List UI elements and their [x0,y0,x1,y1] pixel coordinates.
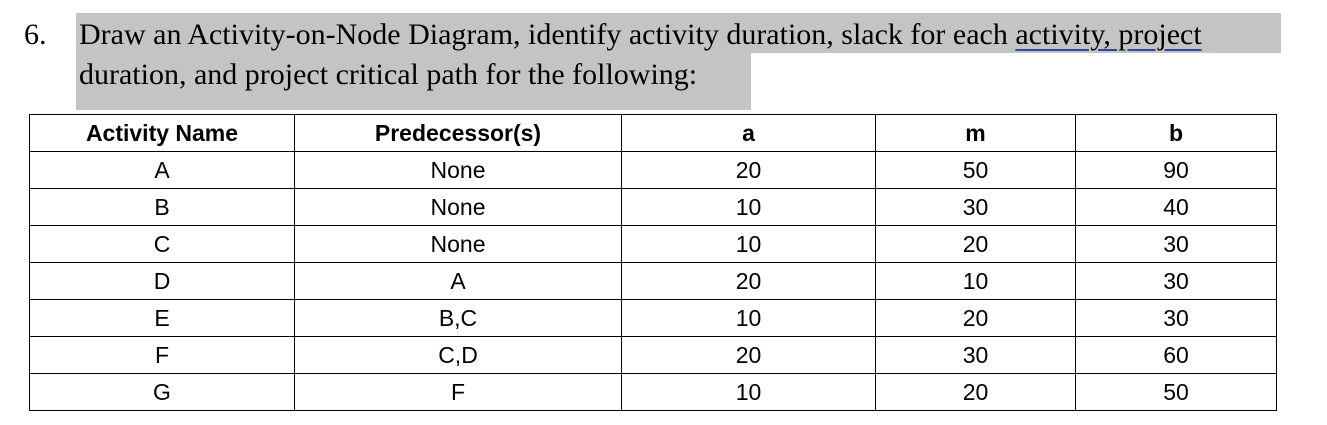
table-row [30,226,1277,263]
activity-table [29,114,1277,411]
question-line-2 [76,53,751,110]
header-b: b [1076,115,1277,152]
cell-b: 30 [1076,300,1277,337]
cell-predecessor: None [295,189,622,226]
header-m: m [876,115,1076,152]
cell-a: 10 [622,374,876,411]
cell-activity: A [30,152,295,189]
cell-b: 50 [1076,374,1277,411]
cell-m: 50 [876,152,1076,189]
cell-b: 60 [1076,337,1277,374]
cell-m: 20 [876,374,1076,411]
cell-a: 20 [622,337,876,374]
cell-m: 30 [876,337,1076,374]
cell-b: 30 [1076,226,1277,263]
table-header-row [30,115,1277,152]
table-row [30,189,1277,226]
cell-activity: B [30,189,295,226]
cell-activity: E [30,300,295,337]
table-row [30,300,1277,337]
question-line-1 [76,13,1281,53]
cell-m: 10 [876,263,1076,300]
table-row [30,152,1277,189]
cell-activity: D [30,263,295,300]
header-a: a [622,115,876,152]
header-activity-name: Activity Name [30,115,295,152]
question-line-2-text: duration, and project critical path for the following: [79,58,698,91]
header-predecessors: Predecessor(s) [295,115,622,152]
cell-predecessor: F [295,374,622,411]
cell-activity: C [30,226,295,263]
question-number: 6. [24,18,47,51]
cell-a: 10 [622,226,876,263]
question-line-1-text: Draw an Activity-on-Node Diagram, identify activity duration, slack for each [79,18,1016,51]
cell-activity: G [30,374,295,411]
cell-predecessor: C,D [295,337,622,374]
question-line-1-underlined: activity, project [1015,18,1202,51]
cell-predecessor: None [295,152,622,189]
cell-a: 10 [622,300,876,337]
cell-a: 20 [622,263,876,300]
cell-m: 20 [876,226,1076,263]
cell-a: 20 [622,152,876,189]
cell-b: 90 [1076,152,1277,189]
cell-b: 40 [1076,189,1277,226]
cell-a: 10 [622,189,876,226]
cell-predecessor: None [295,226,622,263]
table-row [30,263,1277,300]
cell-predecessor: B,C [295,300,622,337]
cell-m: 20 [876,300,1076,337]
cell-predecessor: A [295,263,622,300]
cell-activity: F [30,337,295,374]
table-row [30,337,1277,374]
cell-m: 30 [876,189,1076,226]
table-row [30,374,1277,411]
cell-b: 30 [1076,263,1277,300]
